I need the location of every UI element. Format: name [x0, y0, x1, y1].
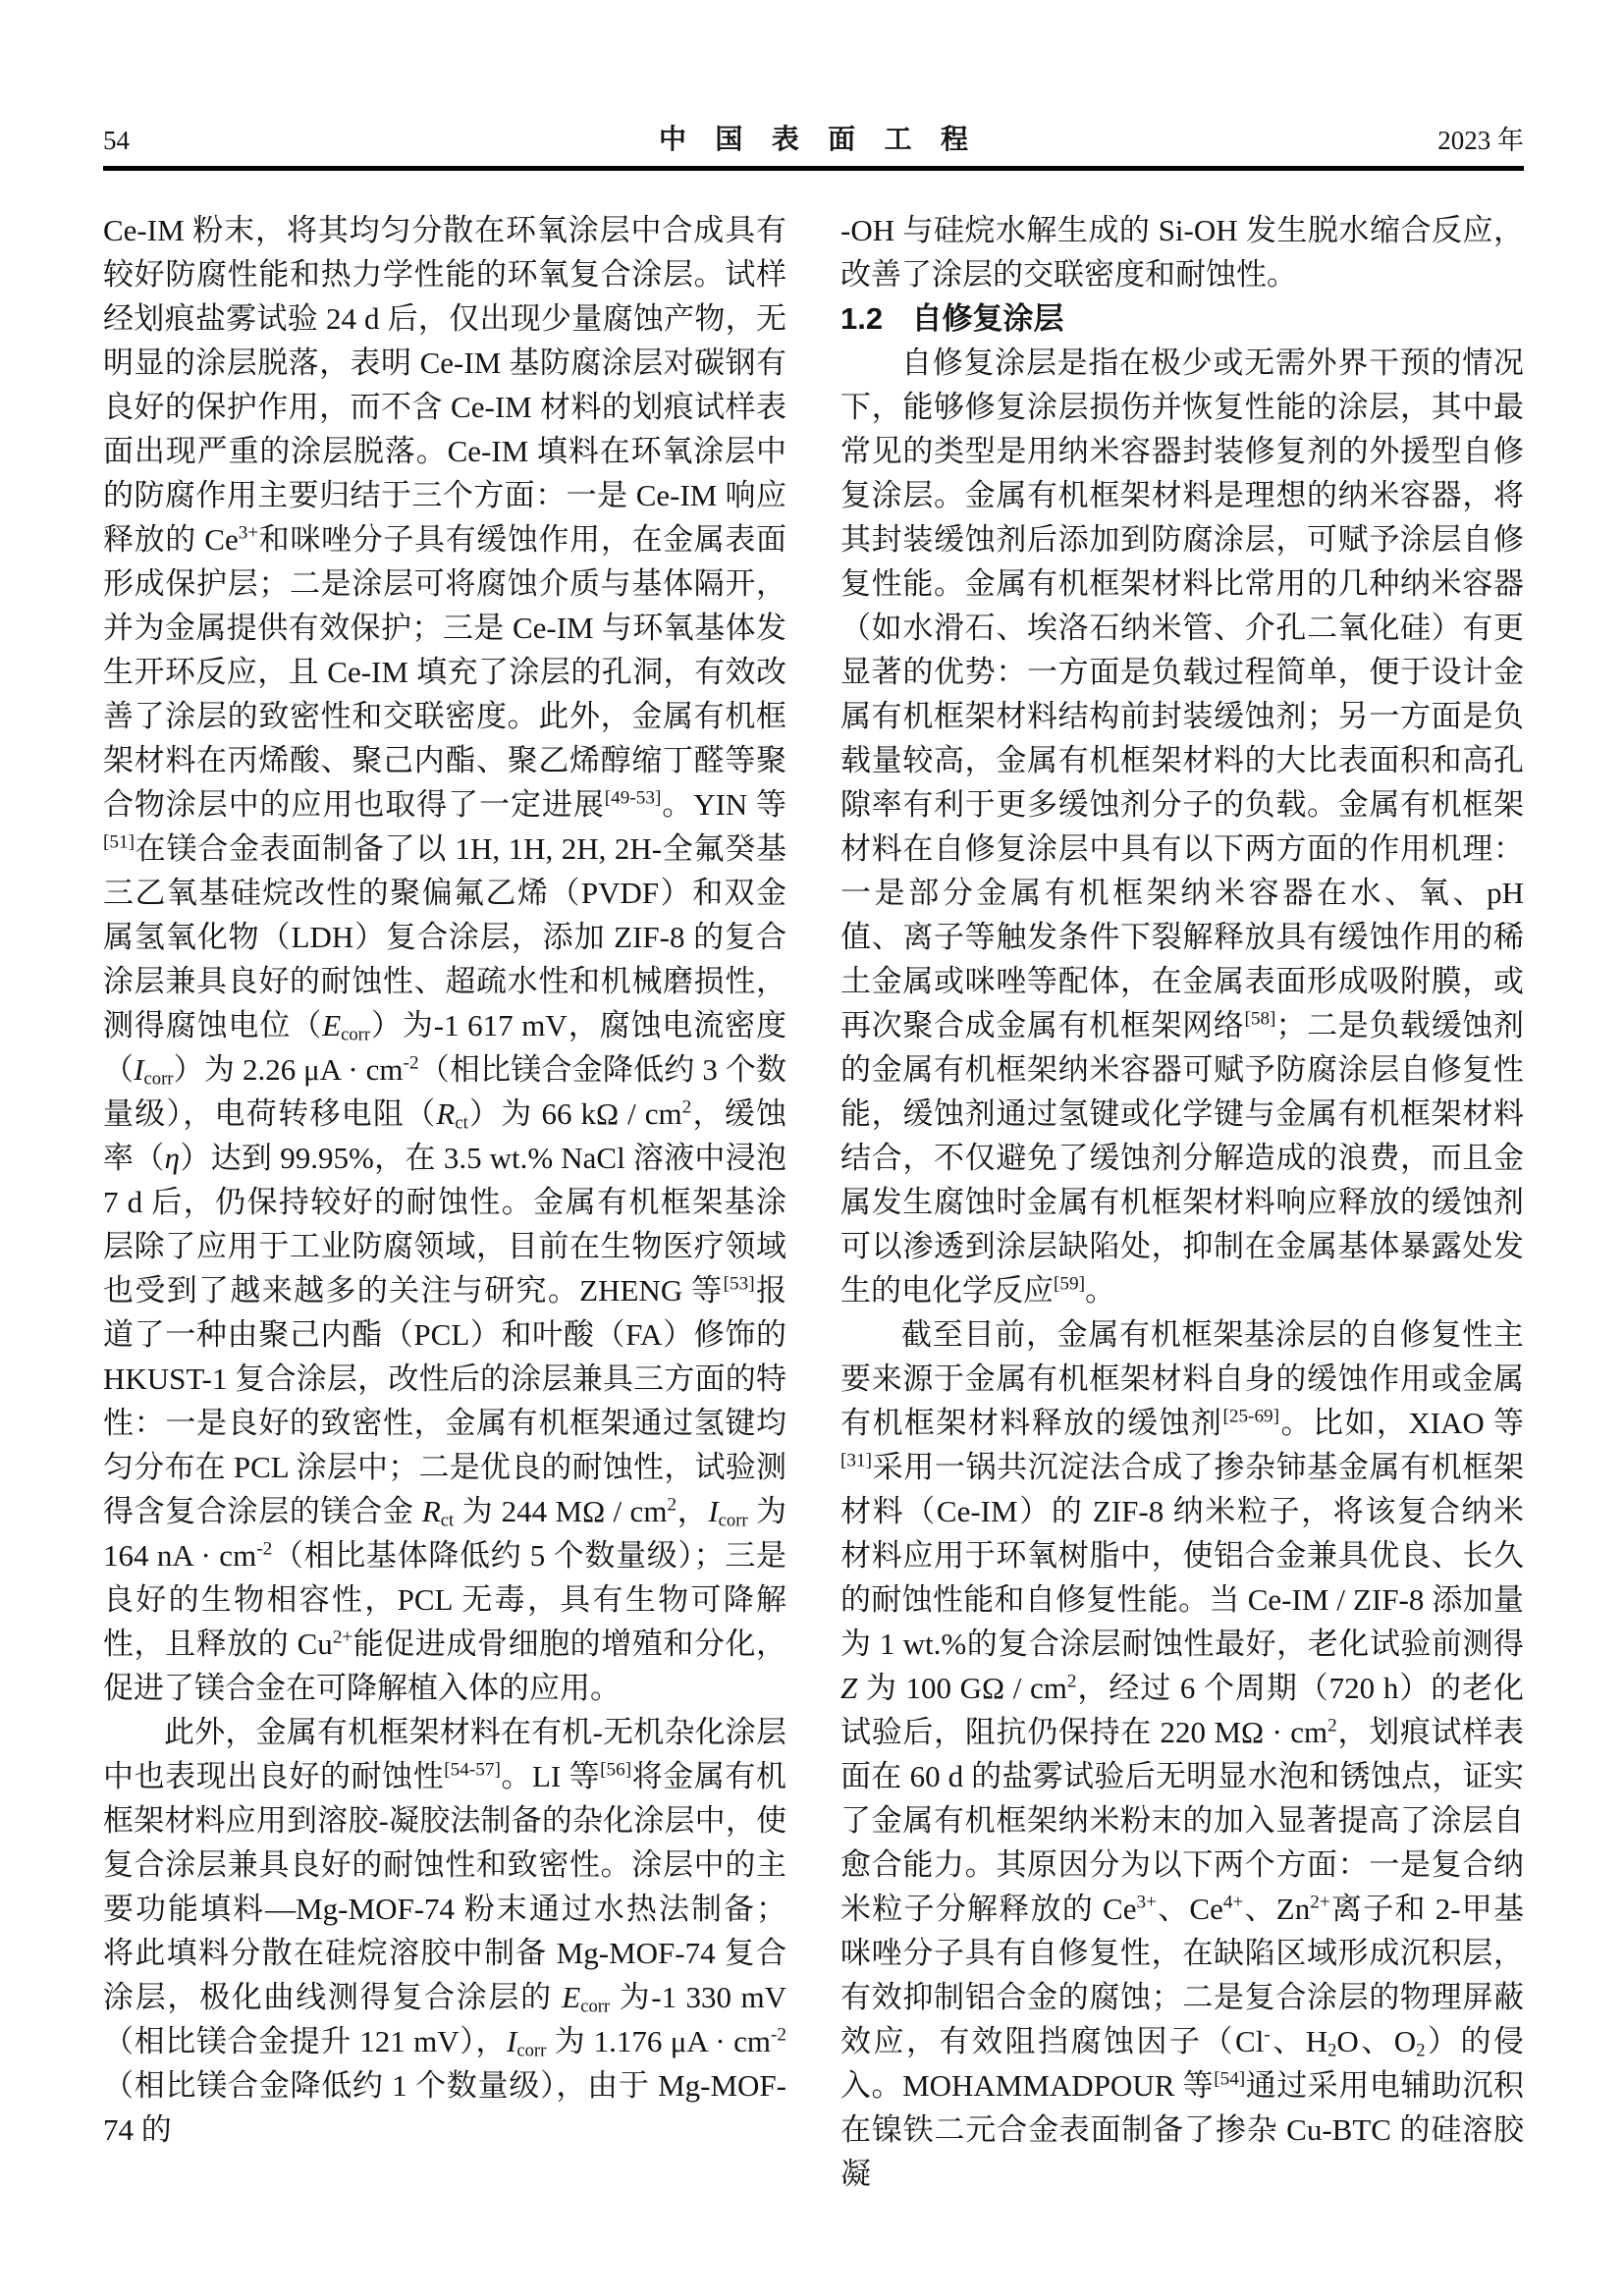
left-column [103, 208, 786, 2196]
two-column-body [103, 208, 1524, 2196]
paragraph: -OH 与硅烷水解生成的 Si-OH 发生脱水缩合反应，改善了涂层的交联密度和耐蚀性。 [840, 212, 1524, 292]
paragraph: 自修复涂层是指在极少或无需外界干预的情况下，能够修复涂层损伤并恢复性能的涂层，其中最常见的类型是用纳米容器封装修复剂的外援型自修复涂层。金属有机框架材料是理想的纳米容器，将其封装缓蚀剂后添加到防腐涂层，可赋予涂层自修复性能。金属有机框架材料比常用的几种纳米容器（如水滑石、埃洛石纳米管、介孔二氧化硅）有更显著的优势：一方面是负载过程简单，便于设计金属有机框架材料结构前封装缓蚀剂；另一方面是负载量较高，金属有机框架材料的大比表面积和高孔隙率有利于更多缓蚀剂分子的负载。金属有机框架材料在自修复涂层中具有以下两方面的作用机理：一是部分金属有机框架纳米容器在水、氧、pH 值、离子等触发条件下裂解释放具有缓蚀作用的稀土金属或咪唑等配体，在金属表面形成吸附膜，或再次聚合成金属有机框架网络[58]；二是负载缓蚀剂的金属有机框架纳米容器可赋予防腐涂层自修复性能，缓蚀剂通过氢键或化学键与金属有机框架材料结合，不仅避免了缓蚀剂分解造成的浪费，而且金属发生腐蚀时金属有机框架材料响应释放的缓蚀剂可以渗透到涂层缺陷处，抑制在金属基体暴露处发生的电化学反应[59]。 [840, 345, 1525, 1308]
section-title: 自修复涂层 [911, 300, 1064, 336]
right-column [840, 208, 1524, 2196]
paragraph: 截至目前，金属有机框架基涂层的自修复性主要来源于金属有机框架材料自身的缓蚀作用或金属有机框架材料释放的缓蚀剂[25-69]。比如，XIAO 等[31]采用一锅共沉淀法合成了掺杂铈基金属有机框架材料（Ce-IM）的 ZIF-8 纳米粒子，将该复合纳米材料应用于环氧树脂中，使铝合金兼具优良、长久的耐蚀性能和自修复性能。当 Ce-IM / ZIF-8 添加量为 1 wt.%的复合涂层耐蚀性最好，老化试验前测得 Z 为 100 GΩ / $cm^2$，经过 6 个周期（720 h）的老化试验后，阻抗仍保持在 220 $M\Omega \cdot cm^2$，划痕试样表面在 60 d 的盐雾试验后无明显水泡和锈蚀点，证实了金属有机框架纳米粉末的加入显著提高了涂层自愈合能力。其原因分为以下两个方面：一是复合纳米粒子分解释放的 $Ce^{3+}$、$Ce^{4+}$、$Zn^{2+}$离子和 2-甲基咪唑分子具有自修复性，在缺陷区域形成沉积层，有效抑制铝合金的腐蚀；二是复合涂层的物理屏蔽效应，有效阻挡腐蚀因子（Cl-、$H_2O$、$O_2$）的侵入。MOHAMMADPOUR 等[54]通过采用电辅助沉积在镍铁二元合金表面制备了掺杂 Cu-BTC 的硅溶胶凝 [840, 1316, 1525, 2191]
page-header [103, 126, 1524, 156]
paragraph: 此外，金属有机框架材料在有机-无机杂化涂层中也表现出良好的耐蚀性[54-57]。LI 等[56]将金属有机框架材料应用到溶胶-凝胶法制备的杂化涂层中，使复合涂层兼具良好的耐蚀性和致密性。涂层中的主要功能填料—Mg-MOF-74 粉末通过水热法制备；将此填料分散在硅烷溶胶中制备 Mg-MOF-74 复合涂层，极化曲线测得复合涂层的 $E_{corr}$ 为-1 330 mV（相比镁合金提升 121 mV），$I_{corr}$ 为 1.176 $\mu A \cdot cm^{-2}$（相比镁合金降低约 1 个数量级），由于 Mg-MOF-74 的 [103, 1714, 787, 2147]
paragraph: Ce-IM 粉末，将其均匀分散在环氧涂层中合成具有较好防腐性能和热力学性能的环氧复合涂层。试样经划痕盐雾试验 24 d 后，仅出现少量腐蚀产物，无明显的涂层脱落，表明 Ce-IM 基防腐涂层对碳钢有良好的保护作用，而不含 Ce-IM 材料的划痕试样表面出现严重的涂层脱落。Ce-IM 填料在环氧涂层中的防腐作用主要归结于三个方面：一是 Ce-IM 响应释放的 $Ce^{3+}$和咪唑分子具有缓蚀作用，在金属表面形成保护层；二是涂层可将腐蚀介质与基体隔开，并为金属提供有效保护；三是 Ce-IM 与环氧基体发生开环反应，且 Ce-IM 填充了涂层的孔洞，有效改善了涂层的致密性和交联密度。此外，金属有机框架材料在丙烯酸、聚己内酯、聚乙烯醇缩丁醛等聚合物涂层中的应用也取得了一定进展[49-53]。YIN 等[51]在镁合金表面制备了以 1H, 1H, 2H, 2H-全氟癸基三乙氧基硅烷改性的聚偏氟乙烯（PVDF）和双金属氢氧化物（LDH）复合涂层，添加 ZIF-8 的复合涂层兼具良好的耐蚀性、超疏水性和机械磨损性，测得腐蚀电位$(E_{corr})$为-1 617 mV，腐蚀电流密度$(I_{corr})$为 2.26 $\mu A \cdot cm^{-2}$（相比镁合金降低约 3 个数量级），电荷转移电阻$(R_{ct})$为 66 kΩ / $cm^2$，缓蚀率（η）达到 99.95%，在 3.5 wt.% NaCl 溶液中浸泡 7 d 后，仍保持较好的耐蚀性。金属有机框架基涂层除了应用于工业防腐领域，目前在生物医疗领域也受到了越来越多的关注与研究。ZHENG 等[53]报道了一种由聚己内酯（PCL）和叶酸（FA）修饰的 HKUST-1 复合涂层，改性后的涂层兼具三方面的特性：一是良好的致密性，金属有机框架通过氢键均匀分布在 PCL 涂层中；二是优良的耐蚀性，试验测得含复合涂层的镁合金 $R_{ct}$ 为 244 MΩ / $cm^2$，$I_{corr}$ 为 164 nA · $cm^{-2}$（相比基体降低约 5 个数量级）；三是良好的生物相容性，PCL 无毒，具有生物可降解性，且释放的 $Cu^{2+}$能促进成骨细胞的增殖和分化，促进了镁合金在可降解植入体的应用。 [103, 212, 787, 1705]
year-label: 2023 年 [1437, 126, 1524, 156]
page-number: 54 [103, 126, 130, 156]
section-number: 1.2 [840, 300, 884, 336]
section-heading [840, 296, 1524, 341]
journal-title: 中国表面工程 [658, 125, 998, 155]
header-rule [103, 166, 1524, 171]
